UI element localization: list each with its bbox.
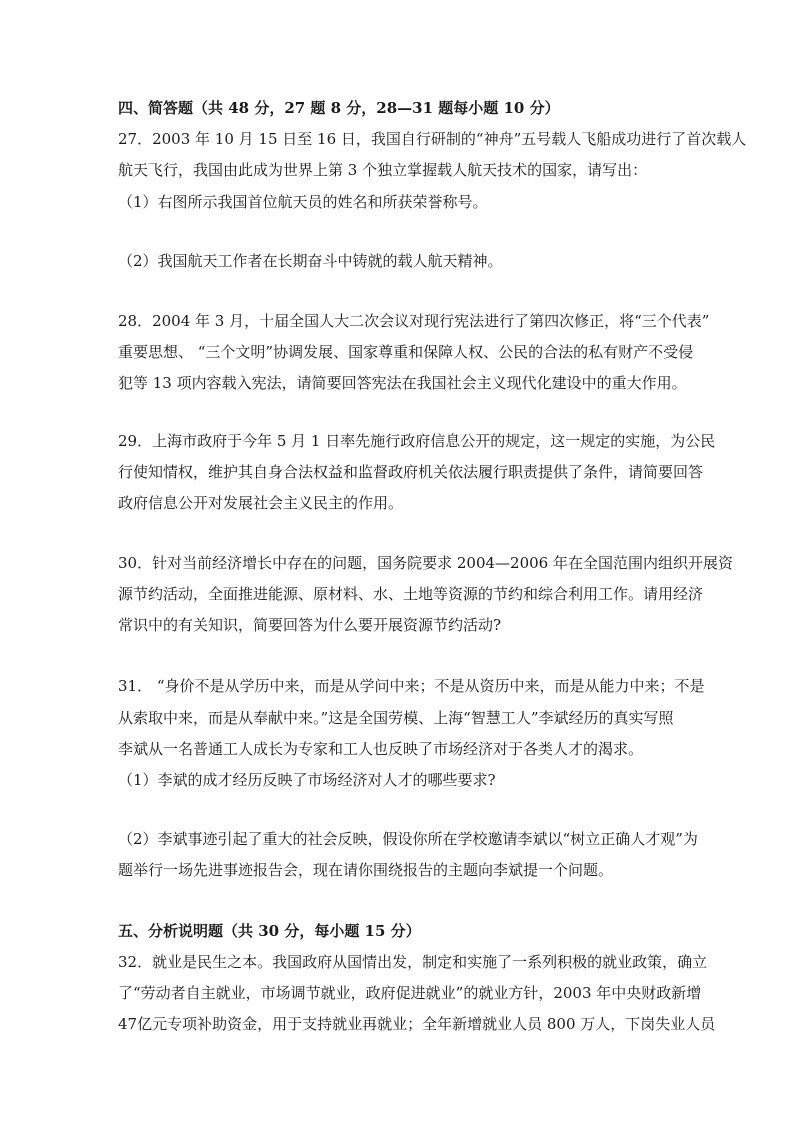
q29-line-3: 政府信息公开对发展社会主义民主的作用。 [118,494,404,512]
q32-line-1: 32．就业是民生之本。我国政府从国情出发，制定和实施了一系列积极的就业政策，确立 [118,953,708,971]
q30-line-1: 30．针对当前经济增长中存在的问题，国务院要求 2004—2006 年在全国范围内组织开展资 [118,554,733,572]
q31-line-3: 李斌从一名普通工人成长为专家和工人也反映了市场经济对于各类人才的渴求。 [118,740,644,758]
q32-line-3: 47亿元专项补助资金，用于支持就业再就业；全年新增就业人员 800 万人，下岗失业人员 [118,1015,716,1033]
q30-line-3: 常识中的有关知识，简要回答为什么要开展资源节约活动? [118,616,502,634]
section4-heading: 四、简答题（共 48 分，27 题 8 分，28—31 题每小题 10 分） [118,99,560,117]
section5-heading: 五、分析说明题（共 30 分，每小题 15 分） [118,922,421,940]
q28-line-2: 重要思想、 “三个文明”协调发展、国家尊重和保障人权、公民的合法的私有财产不受侵 [118,343,694,361]
q27-sub-1: （1）右图所示我国首位航天员的姓名和所获荣誉称号。 [118,193,488,211]
q29-line-2: 行使知情权，维护其自身合法权益和监督政府机关依法履行职责提供了条件，请简要回答 [118,463,704,481]
q31-line-1: 31． “身价不是从学历中来，而是从学问中来；不是从资历中来，而是从能力中来；不是 [118,677,705,695]
q31-sub-1: （1）李斌的成才经历反映了市场经济对人才的哪些要求? [118,771,496,789]
q30-line-2: 源节约活动，全面推进能源、原材料、水、土地等资源的节约和综合利用工作。请用经济 [118,585,704,603]
q28-line-1: 28．2004 年 3 月，十届全国人大二次会议对现行宪法进行了第四次修正，将“三个代表” [118,312,710,330]
q27-sub-2: （2）我国航天工作者在长期奋斗中铸就的载人航天精神。 [118,252,503,270]
q31-line-2: 从索取中来，而是从奉献中来。”这是全国劳模、上海“智慧工人”李斌经历的真实写照 [118,709,674,727]
q28-line-3: 犯等 13 项内容载入宪法，请简要回答宪法在我国社会主义现代化建设中的重大作用。 [118,374,687,392]
q29-line-1: 29．上海市政府于今年 5 月 1 日率先施行政府信息公开的规定，这一规定的实施，为公民 [118,432,716,450]
q31-sub-2-line-1: （2）李斌事迹引起了重大的社会反映，假设你所在学校邀请李斌以“树立正确人才观”为 [118,830,698,848]
q31-sub-2-line-2: 题举行一场先进事迹报告会，现在请你围绕报告的主题向李斌提一个问题。 [118,861,614,879]
q32-line-2: 了“劳动者自主就业，市场调节就业，政府促进就业”的就业方针，2003 年中央财政新增 [118,984,702,1002]
q27-line-1: 27．2003 年 10 月 15 日至 16 日，我国自行研制的“神舟”五号载人飞船成功进行了首次载人 [118,130,747,148]
q27-line-2: 航天飞行，我国由此成为世界上第 3 个独立掌握载人航天技术的国家，请写出： [118,161,648,179]
